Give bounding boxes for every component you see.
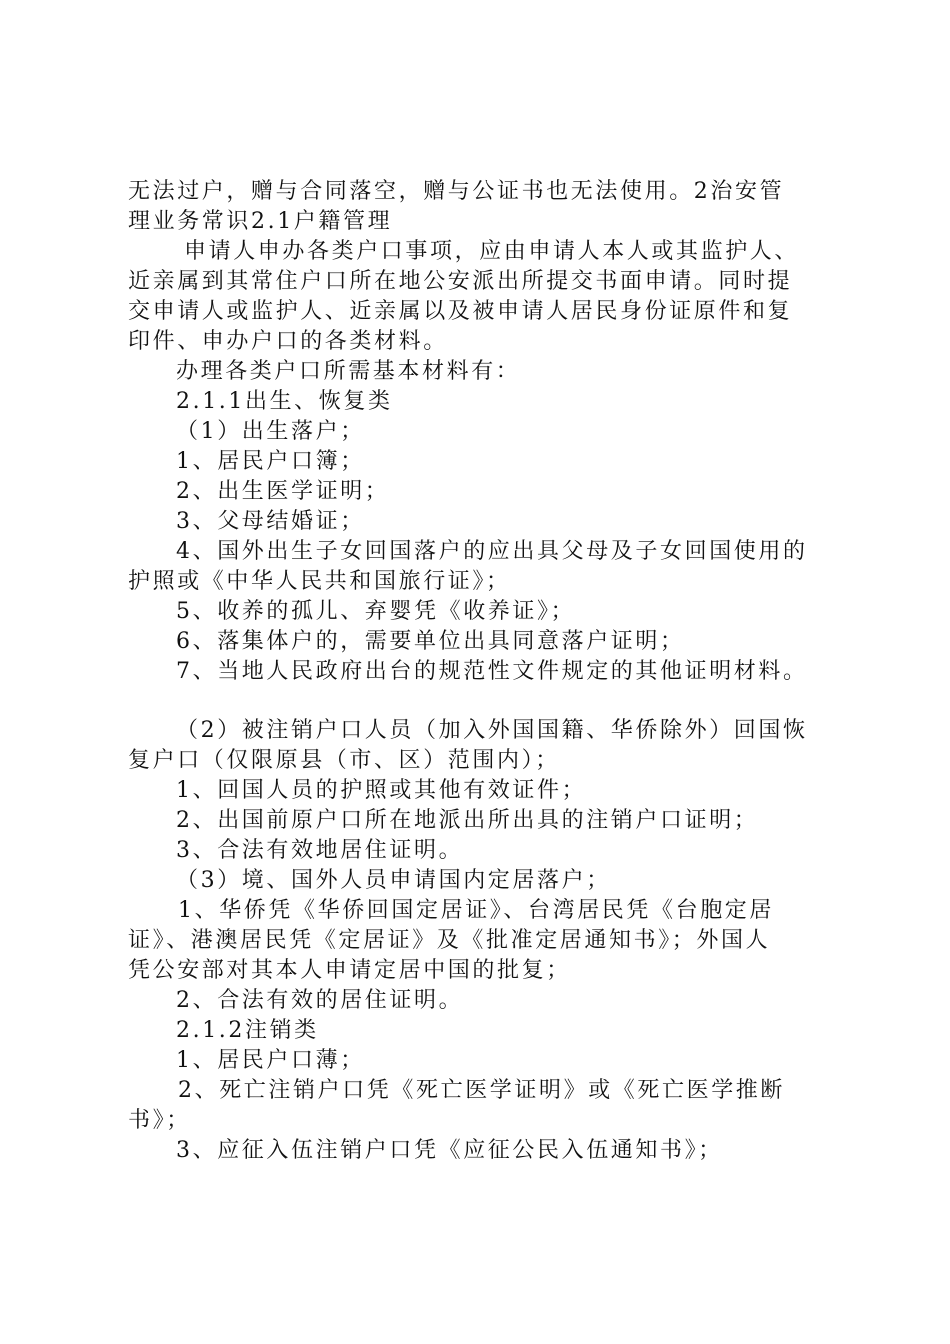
list-item: 1、华侨凭《华侨回国定居证》、台湾居民凭《台胞定居 (178, 898, 774, 923)
list-item: 3、父母结婚证； (176, 509, 365, 534)
list-item-continuation: 证》、港澳居民凭《定居证》及《批准定居通知书》；外国人 (128, 928, 771, 953)
list-item: 1、居民户口簿； (176, 449, 365, 474)
text-line: 理业务常识2.1户籍管理 (128, 209, 393, 234)
text-line: 近亲属到其常住户口所在地公安派出所提交书面申请。同时提 (128, 269, 793, 294)
subsection-heading-continuation: 复户口（仅限原县（市、区）范围内）； (128, 748, 560, 773)
list-item: 3、合法有效地居住证明。 (176, 838, 464, 863)
list-item: 1、回国人员的护照或其他有效证件； (176, 778, 587, 803)
list-item-continuation: 凭公安部对其本人申请定居中国的批复； (128, 958, 571, 983)
text-line: 办理各类户口所需基本材料有： (176, 359, 521, 384)
document-body (128, 177, 832, 1166)
list-item: 2、出国前原户口所在地派出所出具的注销户口证明； (176, 808, 759, 833)
text-line: 交申请人或监护人、近亲属以及被申请人居民身份证原件和复 (128, 299, 793, 324)
list-item: 4、国外出生子女回国落户的应出具父母及子女回国使用的 (176, 539, 808, 564)
section-heading: 2.1.1出生、恢复类 (176, 389, 393, 414)
list-item: 3、应征入伍注销户口凭《应征公民入伍通知书》； (176, 1138, 723, 1163)
list-item: 2、出生医学证明； (176, 479, 390, 504)
list-item-continuation: 护照或《中华人民共和国旅行证》； (128, 569, 511, 594)
list-item: 6、落集体户的，需要单位出具同意落户证明； (176, 629, 685, 654)
subsection-heading: （1）出生落户； (176, 419, 365, 444)
list-item: 2、合法有效的居住证明。 (176, 988, 464, 1013)
list-item: 2、死亡注销户口凭《死亡医学证明》或《死亡医学推断 (178, 1078, 785, 1103)
text-line: 申请人申办各类户口事项，应由申请人本人或其监护人、 (184, 239, 800, 264)
list-item: 1、居民户口薄； (176, 1048, 365, 1073)
list-item: 7、当地人民政府出台的规范性文件规定的其他证明材料。 (176, 659, 808, 684)
list-item-continuation: 书》； (128, 1108, 191, 1133)
subsection-heading: （2）被注销户口人员（加入外国国籍、华侨除外）回国恢 (176, 718, 808, 743)
text-line: 印件、申办户口的各类材料。 (128, 329, 448, 354)
section-heading: 2.1.2注销类 (176, 1018, 319, 1043)
list-item: 5、收养的孤儿、弃婴凭《收养证》； (176, 599, 576, 624)
subsection-heading: （3）境、国外人员申请国内定居落户； (176, 868, 611, 893)
text-line: 无法过户，赠与合同落空，赠与公证书也无法使用。2治安管 (128, 179, 785, 204)
blank-line (128, 687, 832, 716)
